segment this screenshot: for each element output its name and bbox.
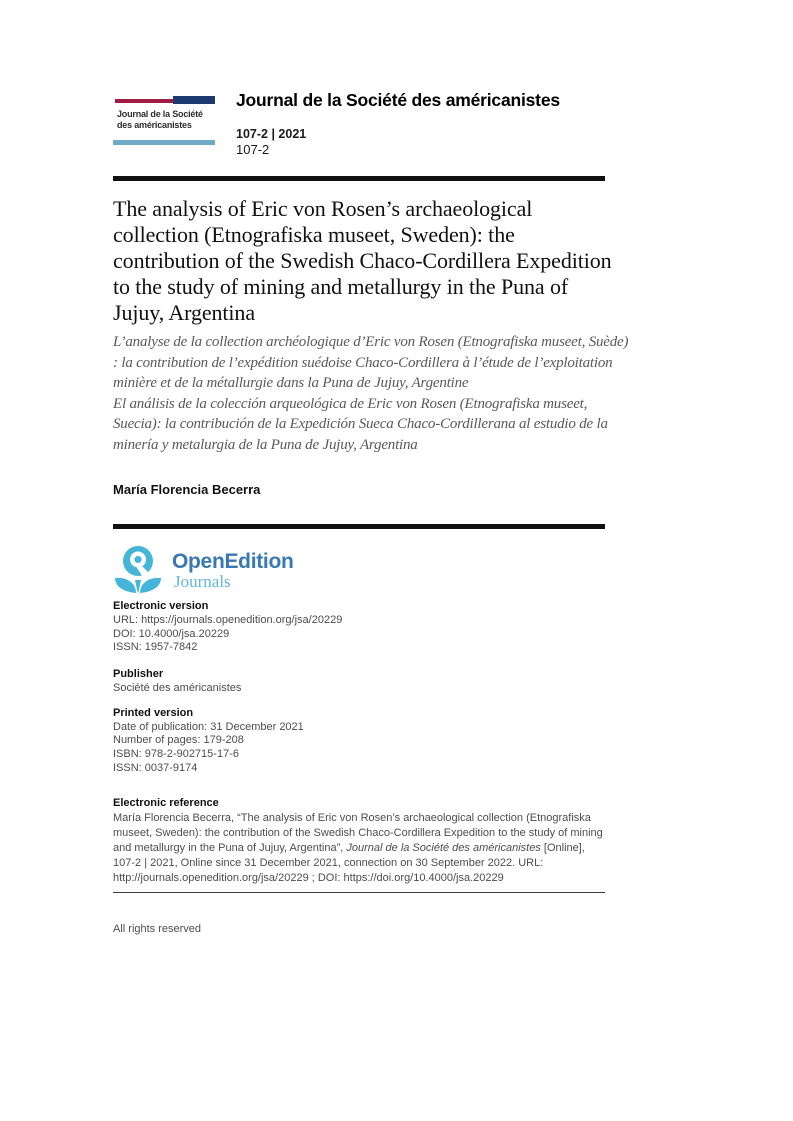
article-subtitle-fr: L’analyse de la collection archéologique d’Eric von Rosen (Etnografiska museet, Suède) : la contribution de l’expédition suédoise Chaco-Cordillera à l’étude de l’exploitation minière et de la métallurgie dans la Puna de Jujuy, Argentine bbox=[113, 334, 629, 391]
journal-logo-line1: Journal de la Société bbox=[117, 109, 203, 119]
author-name: María Florencia Becerra bbox=[113, 482, 261, 497]
logo-navy-bar bbox=[173, 96, 215, 104]
issue-number: 107-2 bbox=[236, 142, 270, 157]
reference-journal-italic: Journal de la Société des américanistes bbox=[346, 841, 541, 854]
article-title: The analysis of Eric von Rosen’s archaeological collection (Etnografiska museet, Sweden): the contribution of the Swedish Chaco-Cordillera Expedition to the study of mining and metallurgy in the Puna of Jujuy, Argentina bbox=[113, 196, 612, 325]
bottom-divider bbox=[113, 892, 605, 893]
printed-version-issn: ISSN: 0037-9174 bbox=[113, 761, 198, 774]
article-subtitle-es: El análisis de la colección arqueológica de Eric von Rosen (Etnografiska museet, Suecia): la contribución de la Expedición Sueca Chaco-Cordillerana al estudio de la minería y metalurgia de la Puna de Jujuy, Argentina bbox=[113, 395, 608, 453]
masthead bbox=[236, 90, 560, 157]
logo-blue-bar bbox=[113, 140, 215, 145]
openedition-journals-label: Journals bbox=[174, 572, 231, 591]
electronic-version-url: URL: https://journals.openedition.org/jsa/20229 bbox=[113, 613, 343, 626]
electronic-reference-text bbox=[113, 811, 605, 886]
openedition-wordmark: OpenEdition bbox=[172, 550, 294, 573]
reference-text-after: [Online], 107-2 | 2021, Online since 31 December 2021, connection on 30 September 2022. URL: http://journals.openedition.org/jsa/20229 ; DOI: https://doi.org/10.4000/jsa.20229 bbox=[113, 841, 585, 884]
electronic-version-heading: Electronic version bbox=[113, 600, 209, 612]
journal-logo-line2: des américanistes bbox=[117, 120, 192, 130]
printed-version-isbn: ISBN: 978-2-902715-17-6 bbox=[113, 748, 239, 761]
printed-version-date: Date of publication: 31 December 2021 bbox=[113, 720, 304, 733]
issue-line: 107-2 | 2021 bbox=[236, 127, 307, 141]
printed-version-pages: Number of pages: 179-208 bbox=[113, 734, 244, 747]
title-block bbox=[113, 196, 629, 455]
reference-text-before: María Florencia Becerra, “The analysis of Eric von Rosen’s archaeological collection (Etnografiska museet, Sweden): the contribution of the Swedish Chaco-Cordillera Expedition to the study of mining and metallurgy in the Puna of Jujuy, Argentina”, bbox=[113, 811, 603, 854]
middle-divider bbox=[113, 524, 605, 529]
electronic-version-issn: ISSN: 1957-7842 bbox=[113, 641, 198, 654]
rights-statement: All rights reserved bbox=[113, 922, 202, 935]
electronic-reference-heading: Electronic reference bbox=[113, 796, 219, 809]
journal-title: Journal de la Société des américanistes bbox=[236, 90, 560, 110]
publisher-name: Société des américanistes bbox=[113, 681, 242, 694]
printed-version-heading: Printed version bbox=[113, 706, 194, 719]
logo-red-bar bbox=[115, 99, 177, 103]
journal-logo bbox=[113, 88, 215, 146]
journal-logo-text bbox=[117, 109, 203, 131]
metadata-block bbox=[113, 600, 605, 936]
publisher-heading: Publisher bbox=[113, 668, 164, 681]
openedition-flower-icon bbox=[113, 544, 165, 596]
electronic-version-doi: DOI: 10.4000/jsa.20229 bbox=[113, 627, 230, 640]
top-divider bbox=[113, 176, 605, 181]
